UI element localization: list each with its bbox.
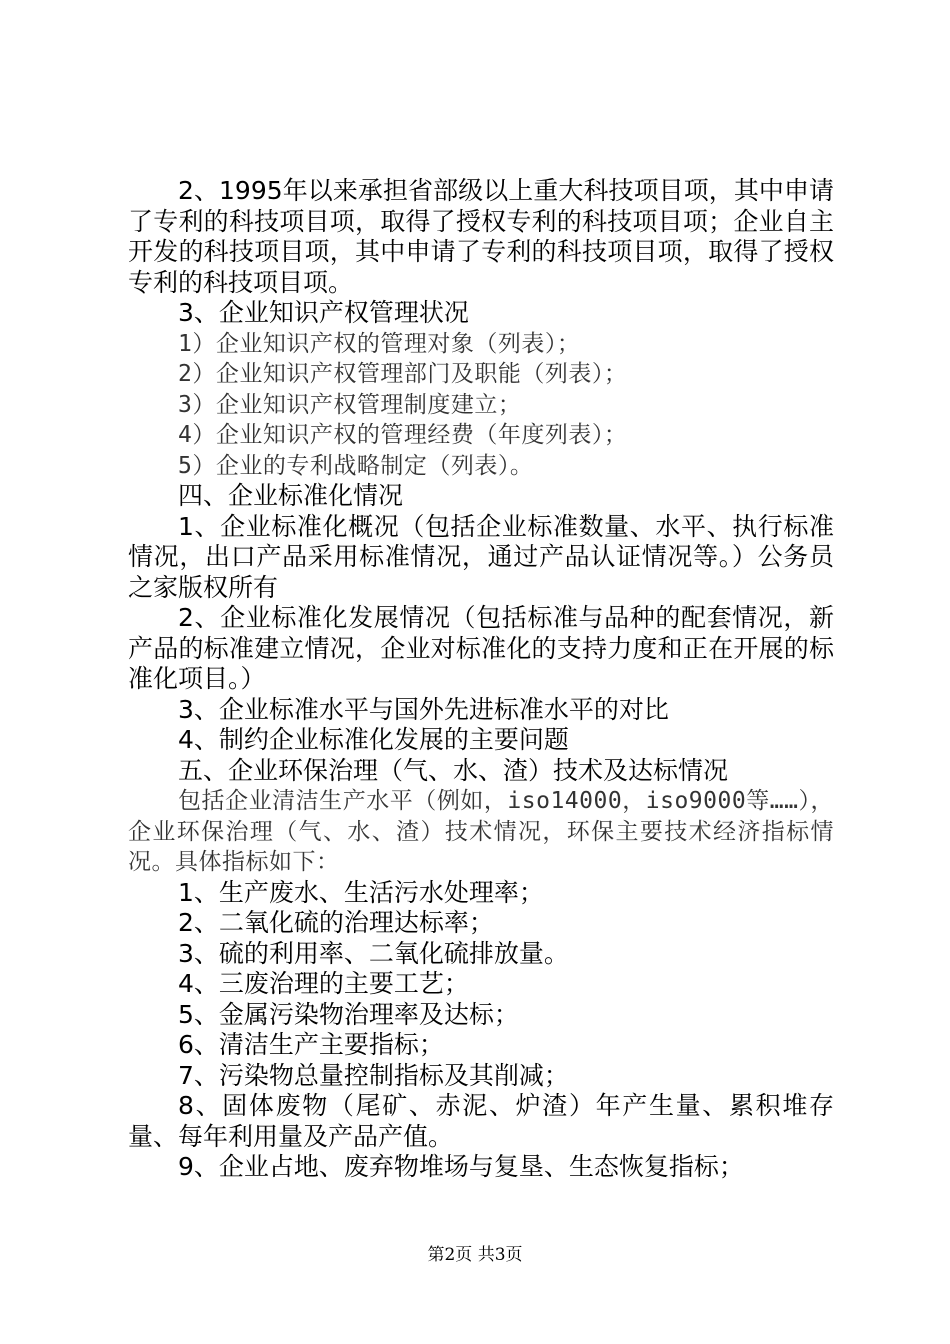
list-item: 1）企业知识产权的管理对象（列表）； [178,330,581,357]
paragraph: 2、企业标准化发展情况（包括标准与品种的配套情况，新产品的标准建立情况，企业对标准化的支持力度和正在开展的标准化项目。） [128,603,834,693]
list-item: 3）企业知识产权管理制度建立； [178,391,522,418]
list-item: 9、企业占地、废弃物堆场与复垦、生态恢复指标； [178,1152,744,1181]
paragraph: 1、企业标准化概况（包括企业标准数量、水平、执行标准情况，出口产品采用标准情况，通过产品认证情况等。）公务员之家版权所有 [128,511,834,602]
paragraph: 包括企业清洁生产水平（例如，iso14000，iso9000等……），企业环保治理（气、水、渣）技术情况，环保主要技术经济指标情况。具体指标如下： [128,788,834,875]
list-item: 2、二氧化硫的治理达标率； [178,908,494,937]
list-item: 2）企业知识产权管理部门及职能（列表）； [178,361,628,387]
section-heading: 五、企业环保治理（气、水、渣）技术及达标情况 [178,755,729,785]
section-heading: 3、企业知识产权管理状况 [178,298,469,327]
paragraph: 4、制约企业标准化发展的主要问题 [178,725,569,754]
list-item: 4）企业知识产权的管理经费（年度列表）； [178,422,628,448]
list-item: 6、清洁生产主要指标； [178,1030,444,1059]
list-item: 8、固体废物（尾矿、赤泥、炉渣）年产生量、累积堆存量、每年利用量及产品产值。 [128,1091,834,1151]
list-item: 7、污染物总量控制指标及其削减； [178,1060,569,1090]
list-item: 5）企业的专利战略制定（列表）。 [178,452,534,479]
document-body [128,176,834,1183]
list-item: 4、三废治理的主要工艺； [178,969,469,998]
list-item: 3、硫的利用率、二氧化硫排放量。 [178,938,569,968]
section-heading: 四、企业标准化情况 [178,481,404,510]
list-item: 5、金属污染物治理率及达标； [178,999,519,1029]
paragraph: 2、1995年以来承担省部级以上重大科技项目项，其中申请了专利的科技项目项，取得了授权专利的科技项目项；企业自主开发的科技项目项，其中申请了专利的科技项目项，取得了授权专利的科技项目项。 [128,176,834,297]
list-item: 1、生产废水、生活污水处理率； [178,877,544,907]
page-number-footer: 第2页 共3页 [427,1245,523,1265]
paragraph: 3、企业标准水平与国外先进标准水平的对比 [178,694,669,724]
